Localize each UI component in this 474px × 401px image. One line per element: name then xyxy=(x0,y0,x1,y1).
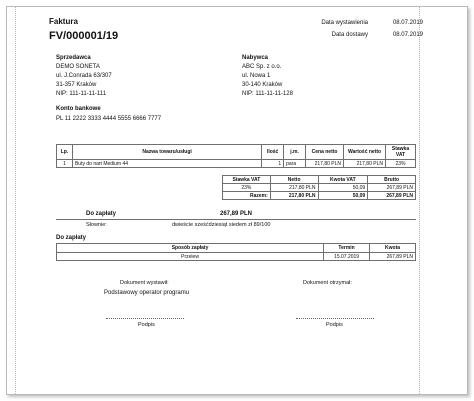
vat-header-row xyxy=(223,176,416,184)
col-header: Wartość netto xyxy=(344,145,386,160)
seller-line: NIP: 111-11-11-111 xyxy=(56,91,107,97)
bank-account: PL 11 2222 3333 4444 5555 6666 7777 xyxy=(56,116,162,122)
table-cell: para xyxy=(284,160,306,168)
seller-line: 31-357 Kraków xyxy=(56,82,97,88)
total-brutto: 267,89 PLN xyxy=(368,192,416,200)
buyer-line: ul. Nowa 1 xyxy=(242,73,271,79)
table-cell: 23% xyxy=(386,160,416,168)
table-cell: 267,89 PLN xyxy=(370,253,416,261)
table-cell: 1 xyxy=(262,160,284,168)
col-header: Nazwa towaru/usługi xyxy=(72,145,261,160)
buyer-line: 30-140 Kraków xyxy=(242,82,283,88)
delivery-date-label: Data dostawy xyxy=(331,32,368,38)
payment-header-row xyxy=(57,244,416,253)
issue-date-row xyxy=(318,17,423,29)
issued-by-label: Dokument wystawił: xyxy=(120,280,169,286)
in-words-label: Słownie: xyxy=(86,222,107,228)
col-header: Cena netto xyxy=(306,145,344,160)
issue-date-value: 08.07.2019 xyxy=(392,20,423,26)
to-pay-amount: 267,89 PLN xyxy=(220,211,253,217)
right-margin-guide xyxy=(419,7,420,394)
col-header: Termin xyxy=(324,244,370,253)
items-header-row xyxy=(57,145,416,160)
payment-heading: Do zapłaty xyxy=(56,235,87,241)
col-header: Stawka VAT xyxy=(386,145,416,160)
col-header: Sposób zapłaty xyxy=(57,244,324,253)
total-vat: 50,09 xyxy=(318,192,368,200)
invoice-title: Faktura xyxy=(49,17,78,26)
buyer-heading: Nabywca xyxy=(242,55,269,61)
invoice-number: FV/000001/19 xyxy=(49,30,119,42)
seller-line: ul. J.Conrada 63/307 xyxy=(56,73,112,79)
table-cell: 23% xyxy=(223,184,271,192)
table-cell: 50,09 xyxy=(318,184,368,192)
invoice-dates xyxy=(318,17,423,41)
table-cell: 1 xyxy=(57,160,73,168)
received-signature-line xyxy=(296,318,374,319)
col-header: Brutto xyxy=(368,176,416,184)
table-row xyxy=(57,253,416,261)
vat-summary-table xyxy=(222,175,416,200)
issued-signature-line xyxy=(106,318,184,319)
total-label: Razem: xyxy=(223,192,271,200)
to-pay-divider xyxy=(56,219,416,220)
table-cell: 15.07.2019 xyxy=(324,253,370,261)
seller-line: DEMO SONETA xyxy=(56,64,100,70)
in-words-amount: dwieście sześćdziesiąt siedem zł 89/100 xyxy=(172,222,271,228)
seller-heading: Sprzedawca xyxy=(56,55,91,61)
col-header: Ilość xyxy=(262,145,284,160)
received-by-label: Dokument otrzymał: xyxy=(303,280,352,286)
table-row xyxy=(223,184,416,192)
table-cell: 217,80 PLN xyxy=(270,184,318,192)
table-cell: Przelew xyxy=(57,253,324,261)
total-netto: 217,80 PLN xyxy=(270,192,318,200)
left-margin-guide xyxy=(15,7,16,394)
table-cell: 217,80 PLN xyxy=(344,160,386,168)
bank-heading: Konto bankowe xyxy=(56,106,101,112)
issued-by-name: Podstawowy operator programu xyxy=(104,290,190,296)
buyer-line: ABC Sp. z o.o. xyxy=(242,64,282,70)
items-table xyxy=(56,144,416,168)
col-header: Stawka VAT xyxy=(223,176,271,184)
received-signature-caption: Podpis xyxy=(326,322,343,328)
col-header: Kwota VAT xyxy=(318,176,368,184)
col-header: Netto xyxy=(270,176,318,184)
delivery-date-value: 08.07.2019 xyxy=(392,32,423,38)
issued-signature-caption: Podpis xyxy=(138,322,155,328)
buyer-line: NIP: 111-11-11-128 xyxy=(242,91,293,97)
table-cell: 267,89 PLN xyxy=(368,184,416,192)
delivery-date-row xyxy=(318,29,423,41)
col-header: Kwota xyxy=(370,244,416,253)
table-cell: 217,80 PLN xyxy=(306,160,344,168)
payment-table xyxy=(56,243,416,261)
col-header: j.m. xyxy=(284,145,306,160)
col-header: Lp. xyxy=(57,145,73,160)
vat-total-row xyxy=(223,192,416,200)
to-pay-label: Do zapłaty xyxy=(86,211,117,217)
table-row xyxy=(57,160,416,168)
table-cell: Buty do nart Medium 44 xyxy=(72,160,261,168)
issue-date-label: Data wystawienia xyxy=(321,20,368,26)
